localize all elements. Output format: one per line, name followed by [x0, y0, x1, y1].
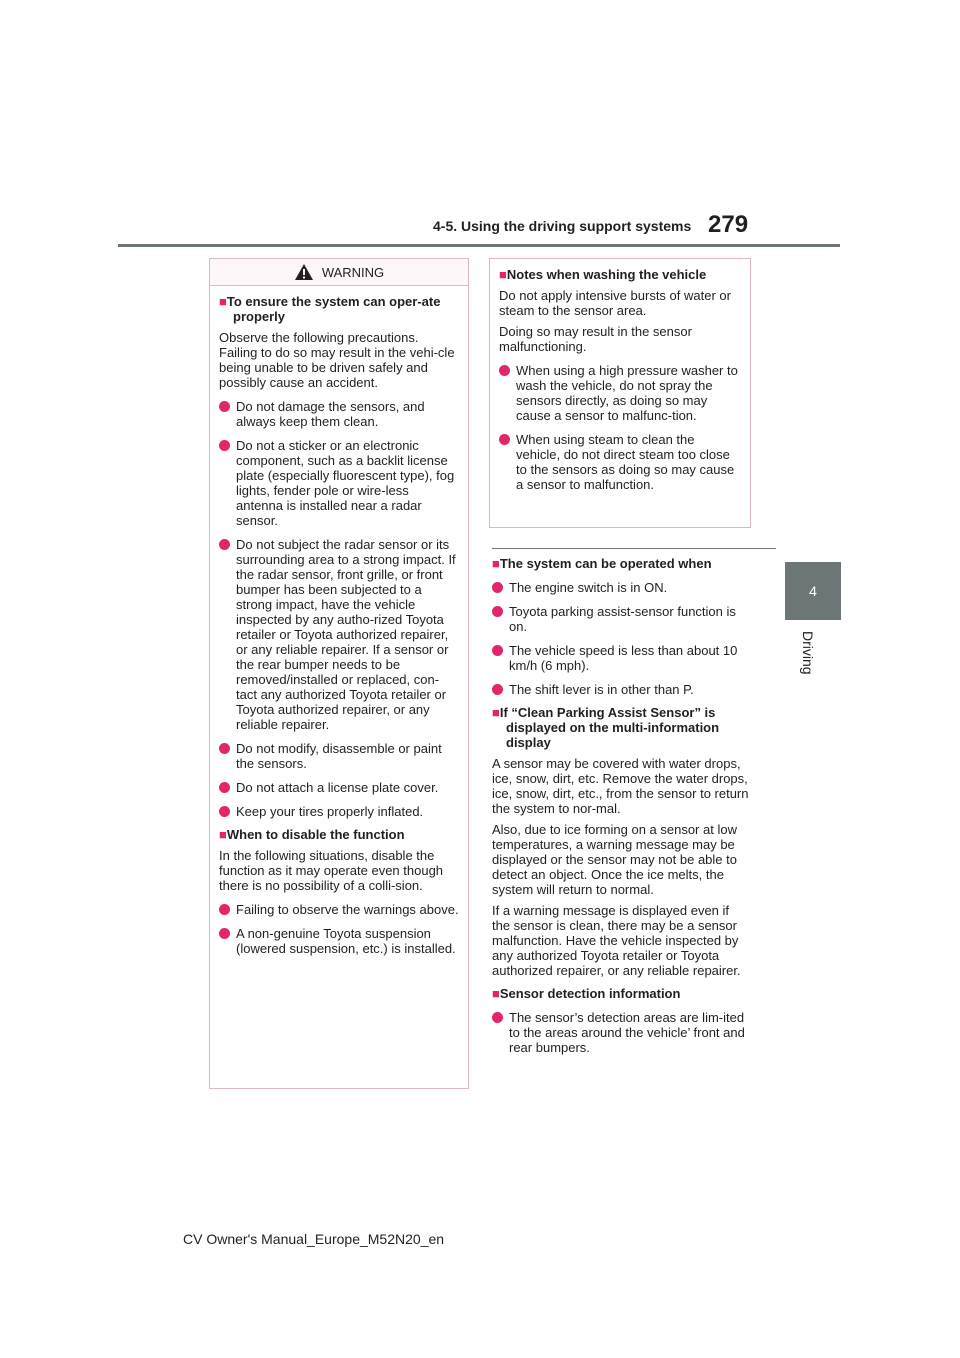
warning-bullet: Do not modify, disassemble or paint the sensors.	[219, 741, 459, 771]
warning-box	[209, 258, 469, 1089]
warning-bullet: Failing to observe the warnings above.	[219, 902, 459, 917]
warning-title-text: WARNING	[321, 264, 385, 280]
bullet-dot-icon	[499, 365, 510, 376]
bullet-dot-icon	[219, 743, 230, 754]
clean-heading: ■If “Clean Parking Assist Sensor” is displayed on the multi-information display	[492, 705, 720, 750]
clean-text: If a warning message is displayed even if the sensor is clean, there may be a sensor malfunction. Have the vehicle inspected by any authorized Toyota retailer or Toyota authorized repairer, or any reliable repairer.	[492, 903, 741, 978]
footer-text: CV Owner's Manual_Europe_M52N20_en	[183, 1231, 445, 1247]
square-bullet-icon: ■	[499, 267, 507, 282]
notes-heading: ■Notes when washing the vehicle	[499, 267, 707, 282]
square-bullet-icon: ■	[492, 705, 500, 720]
warning-bullet: Do not attach a license plate cover.	[219, 780, 459, 795]
warning-bullet: Keep your tires properly inflated.	[219, 804, 459, 819]
warning-bullet: A non-genuine Toyota suspension (lowered suspension, etc.) is installed.	[219, 926, 459, 956]
bullet-dot-icon	[492, 1012, 503, 1023]
chapter-number: 4	[809, 583, 817, 599]
warning-heading-1: ■To ensure the system can oper-ate properly	[219, 294, 441, 324]
bullet-dot-icon	[219, 928, 230, 939]
bullet-dot-icon	[219, 539, 230, 550]
header-rule	[118, 244, 840, 247]
warning-text-2: In the following situations, disable the function as it may operate even though there is no possibility of a colli-sion.	[219, 848, 444, 893]
warning-icon	[294, 263, 314, 281]
square-bullet-icon: ■	[219, 294, 227, 309]
square-bullet-icon: ■	[492, 986, 500, 1001]
bullet-dot-icon	[492, 606, 503, 617]
square-bullet-icon: ■	[219, 827, 227, 842]
notes-bullet: When using steam to clean the vehicle, do not direct steam too close to the sensors as doing so may cause a sensor to malfunction.	[499, 432, 741, 492]
bullet-dot-icon	[219, 806, 230, 817]
clean-text: A sensor may be covered with water drops, ice, snow, dirt, etc. Remove the water drops, ice, snow, dirt, etc., from the sensor to return the system to nor-mal.	[492, 756, 749, 816]
operated-bullet: The shift lever is in other than P.	[492, 682, 750, 697]
detection-heading: ■Sensor detection information	[492, 986, 681, 1001]
chapter-label: Driving	[800, 631, 816, 675]
bullet-dot-icon	[492, 582, 503, 593]
warning-bullet: Do not damage the sensors, and always keep them clean.	[219, 399, 459, 429]
operated-bullet: The vehicle speed is less than about 10 km/h (6 mph).	[492, 643, 750, 673]
square-bullet-icon: ■	[492, 556, 500, 571]
warning-text-1: Observe the following precautions. Failing to do so may result in the vehi-cle being unable to be driven safely and possibly cause an accident.	[219, 330, 455, 390]
operated-bullet: Toyota parking assist-sensor function is on.	[492, 604, 750, 634]
bullet-dot-icon	[219, 904, 230, 915]
chapter-tab[interactable]	[785, 562, 841, 620]
bullet-dot-icon	[492, 684, 503, 695]
notes-text: Doing so may result in the sensor malfunctioning.	[499, 324, 692, 354]
operated-heading: ■The system can be operated when	[492, 556, 712, 571]
bullet-dot-icon	[492, 645, 503, 656]
warning-bullet: Do not subject the radar sensor or its surrounding area to a strong impact. If the radar sensor, front grille, or front bumper has been subjected to a strong impact, have the vehicle inspected by any autho-rized Toyota retailer or Toyota authorized repairer, or any reliable repairer. If a sensor or the rear bumper needs to be removed/installed or replaced, con-tact any authorized Toyota retailer or Toyota authorized repairer, or any reliable repairer.	[219, 537, 459, 732]
section-title: 4-5. Using the driving support systems	[433, 218, 692, 234]
bullet-dot-icon	[499, 434, 510, 445]
warning-bullet: Do not a sticker or an electronic component, such as a backlit license plate (especially fluorescent type), fog lights, fender pole or wire-less antenna is installed near a radar sensor.	[219, 438, 459, 528]
page-number: 279	[708, 211, 749, 238]
warning-heading-2: ■When to disable the function	[219, 827, 405, 842]
main-content	[492, 548, 750, 1055]
bullet-dot-icon	[219, 440, 230, 451]
bullet-dot-icon	[219, 782, 230, 793]
notes-bullet: When using a high pressure washer to wash the vehicle, do not spray the sensors directly, as doing so may cause a sensor to malfunc-tion.	[499, 363, 741, 423]
bullet-dot-icon	[219, 401, 230, 412]
clean-text: Also, due to ice forming on a sensor at low temperatures, a warning message may be displayed or the sensor may not be able to detect an object. Once the ice melts, the system will return to normal.	[492, 822, 737, 897]
warning-title	[210, 259, 468, 286]
operated-bullet: The engine switch is in ON.	[492, 580, 750, 595]
detection-bullet: The sensor’s detection areas are lim-ited to the areas around the vehicle’ front and rear bumpers.	[492, 1010, 750, 1055]
notes-box	[489, 258, 751, 528]
notes-text: Do not apply intensive bursts of water or steam to the sensor area.	[499, 288, 731, 318]
